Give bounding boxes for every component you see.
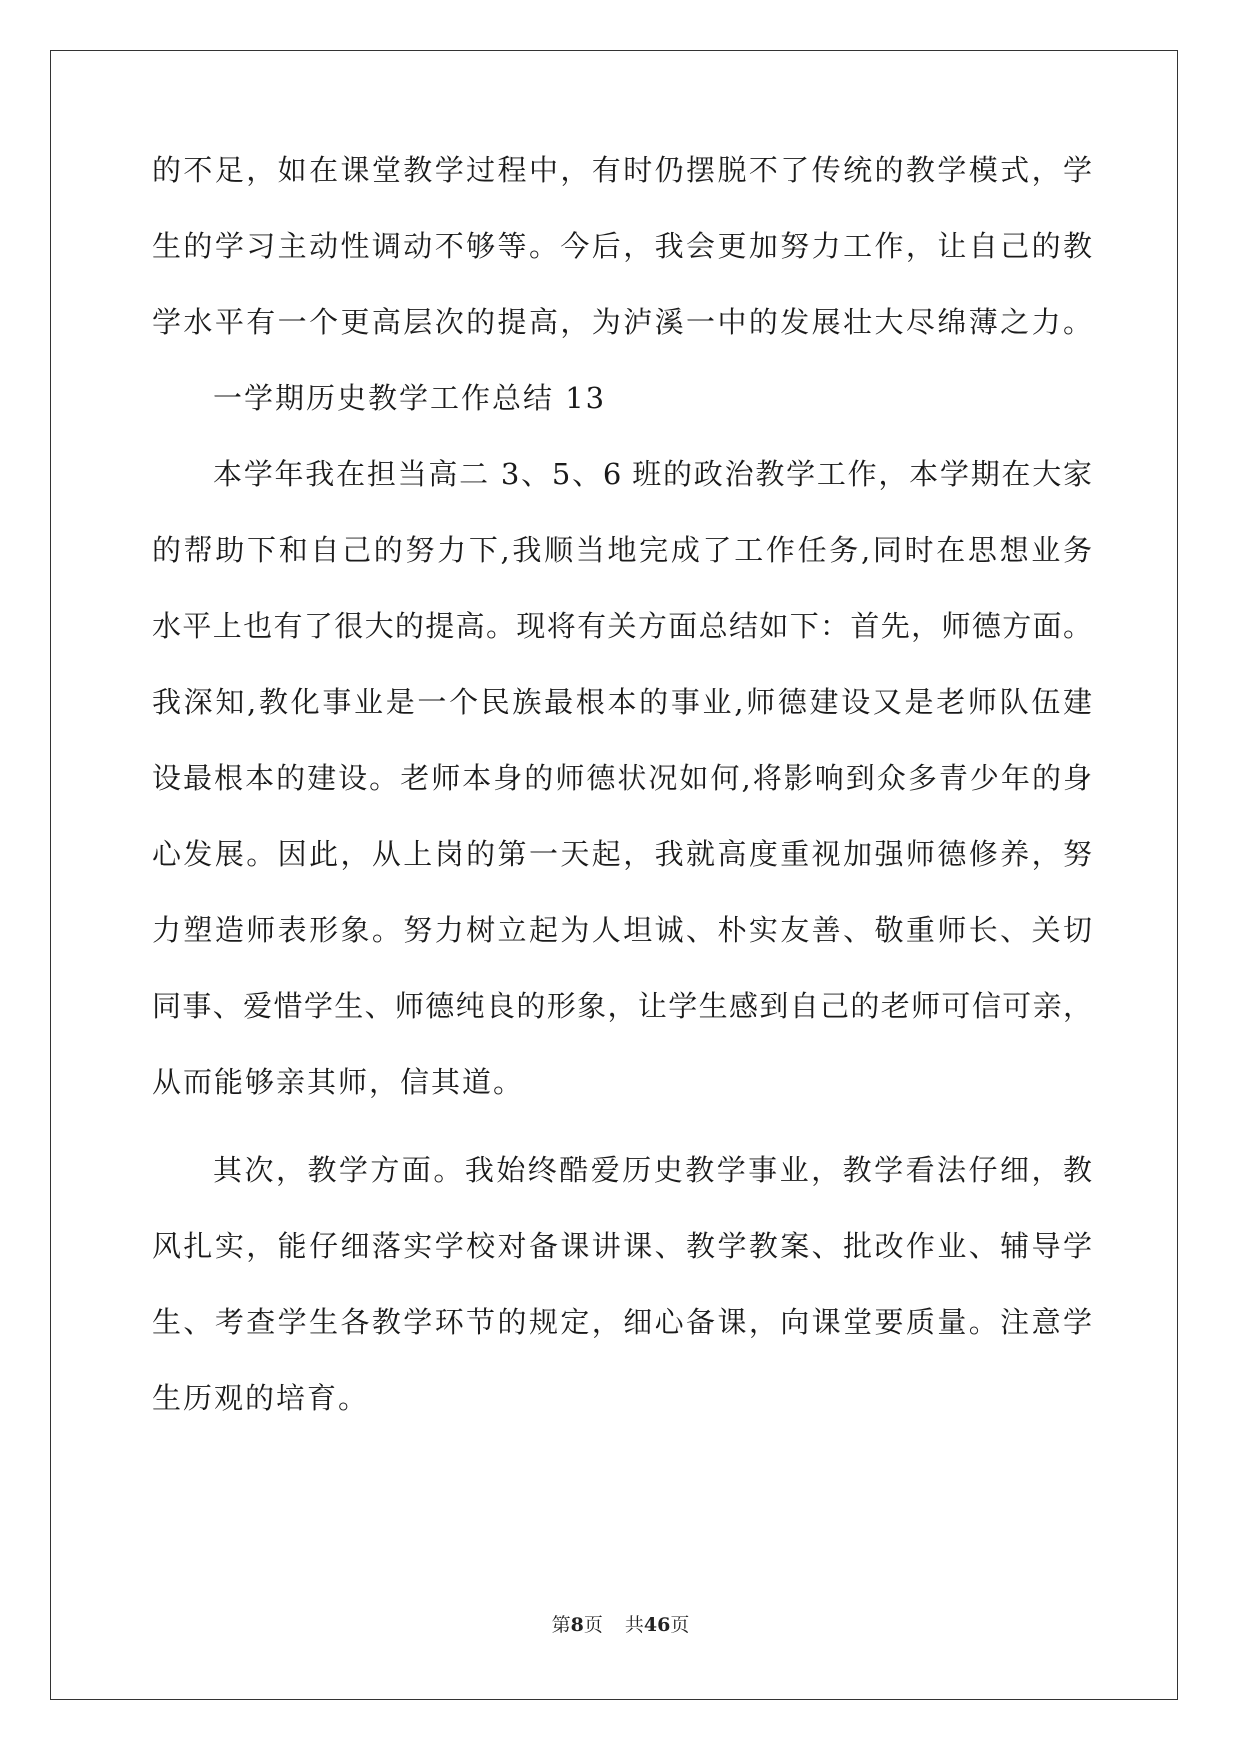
current-page-number: 8 xyxy=(570,1614,584,1636)
page-footer xyxy=(0,1613,1241,1637)
page-border xyxy=(50,50,1178,1700)
total-page-count: 46 xyxy=(643,1614,671,1636)
body-line: 生、考查学生各教学环节的规定，细心备课，向课堂要质量。注意学 xyxy=(152,1305,1092,1339)
body-line: 本学年我在担当高二 3、5、6 班的政治教学工作，本学期在大家 xyxy=(213,457,1092,491)
body-line: 设最根本的建设。老师本身的师德状况如何,将影响到众多青少年的身 xyxy=(152,761,1092,795)
footer-total-suffix: 页 xyxy=(670,1614,690,1636)
body-line: 的帮助下和自己的努力下,我顺当地完成了工作任务,同时在思想业务 xyxy=(152,533,1092,567)
section-heading: 一学期历史教学工作总结 13 xyxy=(213,381,607,415)
body-line: 水平上也有了很大的提高。现将有关方面总结如下：首先，师德方面。 xyxy=(152,609,1092,643)
body-line: 生的学习主动性调动不够等。今后，我会更加努力工作，让自己的教 xyxy=(152,229,1092,263)
body-line: 同事、爱惜学生、师德纯良的形象，让学生感到自己的老师可信可亲， xyxy=(152,989,1092,1023)
body-line: 其次，教学方面。我始终酷爱历史教学事业，教学看法仔细，教 xyxy=(213,1153,1092,1187)
body-line: 风扎实，能仔细落实学校对备课讲课、教学教案、批改作业、辅导学 xyxy=(152,1229,1092,1263)
footer-prefix: 第 xyxy=(551,1614,571,1636)
body-line: 生历观的培育。 xyxy=(152,1381,370,1415)
footer-page-word: 页 xyxy=(583,1614,603,1636)
body-line: 学水平有一个更高层次的提高，为泸溪一中的发展壮大尽绵薄之力。 xyxy=(152,305,1092,339)
footer-total-prefix: 共 xyxy=(624,1614,644,1636)
body-line: 我深知,教化事业是一个民族最根本的事业,师德建设又是老师队伍建 xyxy=(152,685,1092,719)
body-line: 的不足，如在课堂教学过程中，有时仍摆脱不了传统的教学模式，学 xyxy=(152,153,1092,187)
body-line: 力塑造师表形象。努力树立起为人坦诚、朴实友善、敬重师长、关切 xyxy=(152,913,1092,947)
body-line: 心发展。因此，从上岗的第一天起，我就高度重视加强师德修养，努 xyxy=(152,837,1092,871)
body-line: 从而能够亲其师，信其道。 xyxy=(152,1065,525,1099)
